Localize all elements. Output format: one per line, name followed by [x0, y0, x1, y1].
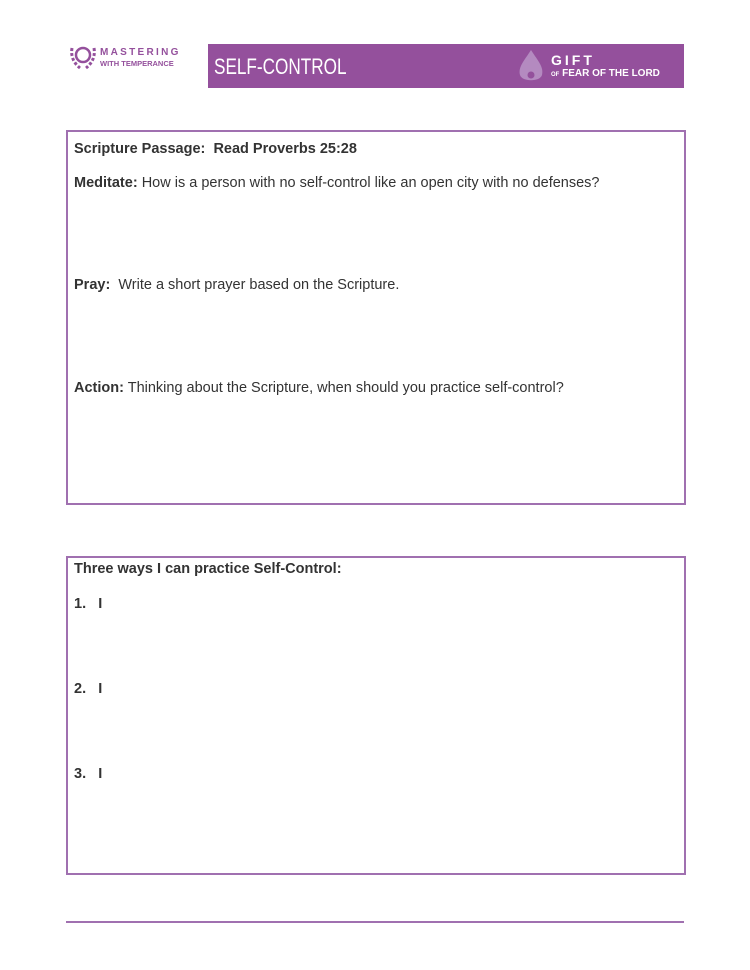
- practice-title: [74, 561, 342, 577]
- scripture-label: Scripture Passage:: [74, 141, 206, 157]
- meditate-line: [74, 175, 600, 191]
- scripture-value: Read Proverbs 25:28: [213, 141, 357, 157]
- logo-line2: WITH TEMPERANCE: [100, 59, 174, 68]
- pray-line: [74, 277, 399, 293]
- gift-name: FEAR OF THE LORD: [562, 68, 660, 79]
- practice-title-text: Three ways I can practice Self-Control:: [74, 561, 342, 577]
- list-item: [74, 596, 102, 612]
- mastering-logo: [68, 42, 193, 72]
- footer-divider: [66, 921, 684, 923]
- scripture-box: [66, 130, 686, 505]
- pray-text: Write a short prayer based on the Scripture.: [118, 277, 400, 293]
- laurel-icon: [68, 42, 98, 72]
- action-label: Action:: [74, 380, 124, 396]
- item-text: I: [98, 596, 103, 612]
- item-number: 1.: [74, 596, 87, 612]
- item-text: I: [98, 766, 103, 782]
- gift-label: GIFT: [551, 52, 595, 68]
- gift-of: OF: [551, 72, 560, 78]
- title-bar: [208, 44, 684, 88]
- meditate-label: Meditate:: [74, 175, 138, 191]
- gift-name-line: [551, 68, 660, 79]
- list-item: [74, 766, 102, 782]
- item-number: 2.: [74, 681, 87, 697]
- flame-icon: [516, 49, 546, 85]
- list-item: [74, 681, 102, 697]
- scripture-line: [74, 141, 357, 157]
- logo-line1: MASTERING: [100, 47, 181, 58]
- action-line: [74, 380, 564, 396]
- action-text: Thinking about the Scripture, when should you practice self-control?: [127, 380, 564, 396]
- pray-label: Pray:: [74, 277, 111, 293]
- item-text: I: [98, 681, 103, 697]
- page-title: SELF-CONTROL: [214, 54, 347, 79]
- meditate-text: How is a person with no self-control like an open city with no defenses?: [141, 175, 600, 191]
- item-number: 3.: [74, 766, 87, 782]
- practice-box: [66, 556, 686, 875]
